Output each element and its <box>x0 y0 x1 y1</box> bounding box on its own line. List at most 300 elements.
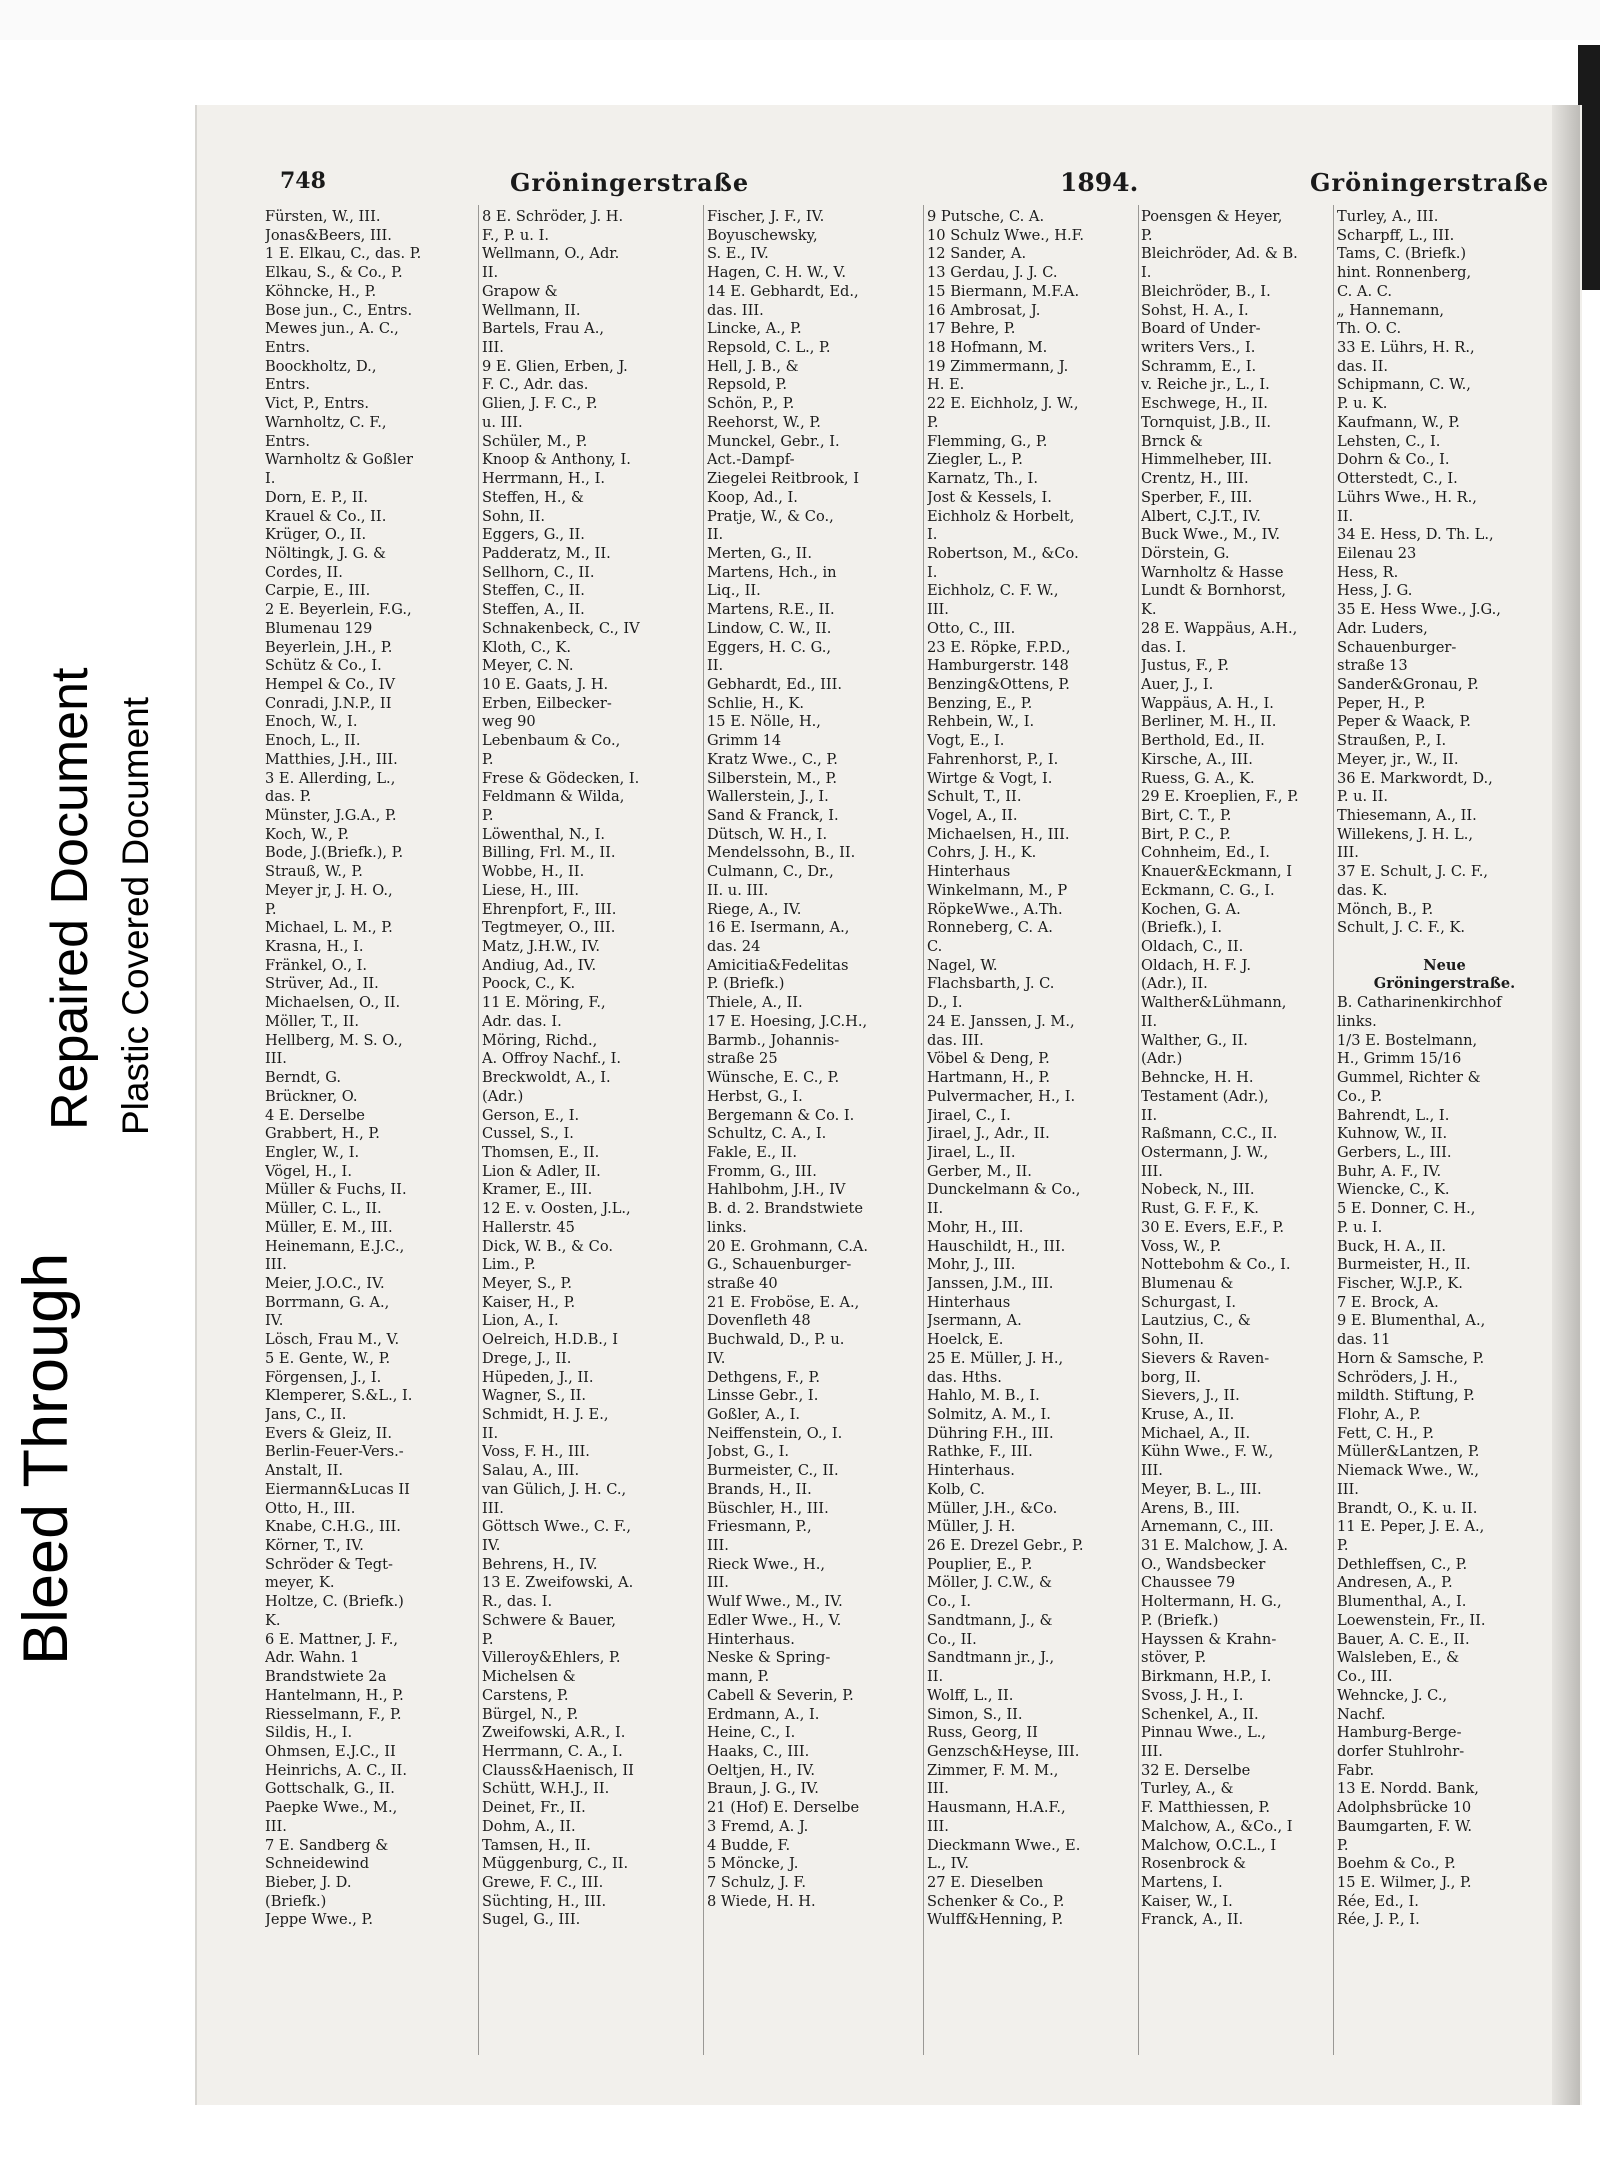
directory-entry-line: Munckel, Gebr., I. <box>707 432 840 450</box>
directory-entry-line: 14 E. Gebhardt, Ed., <box>707 282 859 300</box>
directory-entry-line: 13 E. Nordd. Bank, <box>1337 1780 1479 1798</box>
directory-entry-line: Andiug, Ad., IV. <box>482 956 597 974</box>
directory-entry-line: Blumenau & <box>1141 1274 1234 1292</box>
directory-entry-line: Lincke, A., P. <box>707 320 802 338</box>
directory-entry-line: Müller&Lantzen, P. <box>1337 1443 1480 1461</box>
directory-entry-line: 33 E. Lührs, H. R., <box>1337 339 1475 357</box>
directory-entry-line: Hoelck, E. <box>927 1331 1004 1349</box>
directory-entry-line: Bergemann & Co. I. <box>707 1106 855 1124</box>
directory-entry-line: Walther&Lühmann, <box>1141 994 1287 1012</box>
directory-entry-line: Münster, J.G.A., P. <box>265 807 397 824</box>
directory-entry-line: Hayssen & Krahn- <box>1141 1630 1277 1648</box>
directory-entry-line: Koch, W., P. <box>265 825 350 843</box>
directory-entry-line: Buchwald, D., P. u. <box>707 1331 845 1349</box>
directory-entry-line: Oeltjen, H., IV. <box>707 1761 816 1779</box>
directory-entry-line: Warnholtz & Hasse <box>1141 563 1284 581</box>
directory-entry-line: Borrmann, G. A., <box>265 1293 390 1311</box>
directory-entry-line: R., das. I. <box>482 1593 553 1611</box>
directory-entry-line: Boehm & Co., P. <box>1337 1855 1456 1873</box>
directory-entry-line: writers Vers., I. <box>1141 339 1256 357</box>
directory-entry-line: 3 Fremd, A. J. <box>707 1817 809 1835</box>
directory-entry-line: Lührs Wwe., H. R., <box>1337 488 1477 506</box>
directory-entry-line: 12 Sander, A. <box>927 245 1027 263</box>
directory-entry-line: Müller, J.H., &Co. <box>927 1499 1058 1517</box>
directory-entry-line: Baumgarten, F. W. <box>1337 1817 1473 1835</box>
directory-entry-line: Poensgen & Heyer, <box>1141 208 1283 225</box>
directory-entry-line: Kolb, C. <box>927 1480 985 1498</box>
directory-entry-line: Rée, J. P., I. <box>1337 1911 1420 1929</box>
directory-entry-line: Hahlbohm, J.H., IV <box>707 1181 846 1199</box>
directory-entry-line: Grewe, F. C., III. <box>482 1873 604 1891</box>
directory-entry-line: Schmidt, H. J. E., <box>482 1406 609 1423</box>
directory-entry-line: Müggenburg, C., II. <box>482 1855 629 1873</box>
directory-entry-line: Auer, J., I. <box>1141 675 1214 693</box>
directory-entry-line: Rust, G. F. F., K. <box>1141 1200 1259 1218</box>
directory-column-4 <box>927 208 1127 1930</box>
directory-entry-line: Barmb., Johannis- <box>707 1031 840 1049</box>
directory-entry-line: Rehbein, W., I. <box>927 713 1035 731</box>
label-bleed-through: Bleed Through <box>11 1252 81 1665</box>
directory-entry-line: Schipmann, C. W., <box>1337 376 1471 394</box>
directory-entry-line: Zweifowski, A.R., I. <box>482 1724 626 1742</box>
directory-entry-line: RöpkeWwe., A.Th. <box>927 900 1063 918</box>
directory-entry-line: Matz, J.H.W., IV. <box>482 938 600 956</box>
directory-entry-line: Deinet, Fr., II. <box>482 1799 586 1817</box>
directory-entry-line: Hinterhaus. <box>707 1630 795 1648</box>
directory-entry-line: Knauer&Eckmann, I <box>1141 863 1293 881</box>
directory-entry-line: Tegtmeyer, O., III. <box>482 919 616 937</box>
directory-entry-line: Hamburgerstr. 148 <box>927 657 1069 675</box>
directory-entry-line: H., Grimm 15/16 <box>1337 1050 1462 1068</box>
directory-entry-line: F. C., Adr. das. <box>482 376 589 394</box>
directory-entry-line: III. <box>265 1050 287 1068</box>
directory-entry-line: Poock, C., K. <box>482 975 576 993</box>
directory-entry-line: Tamsen, H., II. <box>482 1836 591 1854</box>
directory-entry-line: Koop, Ad., I. <box>707 488 798 506</box>
directory-entry-line: Fakle, E., II. <box>707 1143 797 1161</box>
directory-entry-line: Berthold, Ed., II. <box>1141 732 1265 750</box>
directory-entry-line: das. K. <box>1337 881 1388 899</box>
directory-entry-line: Cabell & Severin, P. <box>707 1686 854 1704</box>
directory-entry-line: 5 E. Donner, C. H., <box>1337 1200 1476 1218</box>
directory-entry-line: Gummel, Richter & <box>1337 1069 1481 1087</box>
directory-entry-line: S. E., IV. <box>707 245 769 263</box>
directory-entry-line: K. <box>265 1611 281 1629</box>
directory-entry-line: Padderatz, M., II. <box>482 544 611 562</box>
directory-entry-line: Bartels, Frau A., <box>482 320 604 338</box>
directory-entry-line: Liese, H., III. <box>482 881 579 899</box>
directory-entry-line: Wiencke, C., K. <box>1337 1181 1450 1199</box>
directory-entry-line: Dick, W. B., & Co. <box>482 1237 613 1255</box>
directory-entry-line: P. <box>482 1630 494 1648</box>
directory-entry-line: Schenkel, A., II. <box>1141 1705 1259 1723</box>
directory-entry-line: Michael, A., II. <box>1141 1424 1251 1442</box>
directory-entry-line: Jonas&Beers, III. <box>265 226 392 244</box>
directory-entry-line: Sievers & Raven- <box>1141 1349 1270 1367</box>
directory-entry-line: Janssen, J.M., III. <box>927 1274 1054 1292</box>
directory-entry-line: Dieckmann Wwe., E. <box>927 1836 1081 1854</box>
directory-entry-line: Klemperer, S.&L., I. <box>265 1387 413 1405</box>
directory-entry-line: Simon, S., II. <box>927 1705 1023 1723</box>
directory-entry-line: Thomsen, E., II. <box>482 1143 600 1161</box>
directory-entry-line: 2 E. Beyerlein, F.G., <box>265 601 412 619</box>
directory-entry-line: Eggers, G., II. <box>482 526 585 544</box>
directory-entry-line: Haaks, C., III. <box>707 1742 810 1760</box>
column-rule <box>703 205 704 2055</box>
directory-entry-line: III. <box>1141 1742 1163 1760</box>
directory-entry-line: Steffen, H., & <box>482 488 584 506</box>
directory-entry-line: Boyuschewsky, <box>707 226 818 244</box>
directory-entry-line: Otto, H., III. <box>265 1499 356 1517</box>
directory-entry-line: Sellhorn, C., II. <box>482 563 595 581</box>
directory-entry-line: Testament (Adr.), <box>1141 1087 1269 1105</box>
directory-entry-line: Behncke, H. H. <box>1141 1069 1254 1087</box>
directory-entry-line: Rosenbrock & <box>1141 1855 1247 1873</box>
directory-entry-line: Jans, C., II. <box>265 1406 347 1423</box>
directory-entry-line: Neske & Spring- <box>707 1649 831 1667</box>
directory-entry-line: (Briefk.) <box>265 1892 327 1910</box>
directory-entry-line: P. <box>265 900 277 918</box>
directory-entry-line: Turley, A., & <box>1141 1780 1234 1798</box>
directory-entry-line: Enoch, L., II. <box>265 732 361 750</box>
directory-entry-line: Rée, Ed., I. <box>1337 1892 1419 1910</box>
directory-entry-line: Merten, G., II. <box>707 544 812 562</box>
directory-entry-line: Raßmann, C.C., II. <box>1141 1125 1278 1143</box>
directory-entry-line: Genzsch&Heyse, III. <box>927 1742 1080 1760</box>
directory-entry-line: L., IV. <box>927 1855 969 1873</box>
directory-entry-line: P. <box>927 413 939 431</box>
directory-entry-line: Erben, Eilbecker- <box>482 694 612 712</box>
directory-entry-line: das. III. <box>927 1031 984 1049</box>
directory-entry-line: Dethleffsen, C., P. <box>1337 1555 1468 1573</box>
directory-entry-line: Bode, J.(Briefk.), P. <box>265 844 404 862</box>
directory-entry-line: 34 E. Hess, D. Th. L., <box>1337 526 1494 544</box>
directory-entry-line: Meyer, S., P. <box>482 1274 573 1292</box>
directory-entry-line: Krüger, O., II. <box>265 526 367 544</box>
directory-entry-line: v. Reiche jr., L., I. <box>1141 376 1270 394</box>
directory-entry-line: Frese & Gödecken, I. <box>482 769 640 787</box>
directory-entry-line: Winkelmann, M., P <box>927 881 1068 899</box>
directory-entry-line: Wagner, S., II. <box>482 1387 587 1405</box>
directory-entry-line: Heine, C., I. <box>707 1724 796 1742</box>
directory-entry-line: borg, II. <box>1141 1368 1201 1386</box>
directory-entry-line: Sandtmann jr., J., <box>927 1649 1055 1667</box>
directory-entry-line: Pinnau Wwe., L., <box>1141 1724 1267 1742</box>
directory-entry-line: 9 E. Blumenthal, A., <box>1337 1312 1486 1330</box>
directory-entry-line: III. <box>707 1574 729 1592</box>
directory-entry-line: II. <box>927 1668 944 1686</box>
directory-entry-line: Kaiser, H., P. <box>482 1293 576 1311</box>
directory-entry-line: I. <box>265 470 276 488</box>
directory-entry-line: Vögel, H., I. <box>265 1162 352 1180</box>
directory-entry-line: Fischer, W.J.P., K. <box>1337 1274 1463 1292</box>
directory-entry-line: Vict, P., Entrs. <box>265 395 370 413</box>
directory-entry-line: Birt, C. T., P. <box>1141 807 1232 824</box>
directory-entry-line: Knoop & Anthony, I. <box>482 451 631 469</box>
directory-entry-line: Hamburg-Berge- <box>1337 1724 1462 1742</box>
directory-entry-line: Hellberg, M. S. O., <box>265 1031 403 1049</box>
directory-entry-line: Drege, J., II. <box>482 1349 572 1367</box>
directory-entry-line: Crentz, H., III. <box>1141 470 1249 488</box>
directory-entry-line: straße 25 <box>707 1050 778 1068</box>
directory-entry-line: Peper, H., P. <box>1337 694 1426 712</box>
directory-entry-line: Tornquist, J.B., II. <box>1141 413 1271 431</box>
directory-entry-line: Adr. das. I. <box>482 1012 562 1030</box>
directory-entry-line: Eilenau 23 <box>1337 544 1417 562</box>
directory-entry-line: Wellmann, O., Adr. <box>482 245 620 263</box>
directory-entry-line: Knabe, C.H.G., III. <box>265 1518 401 1536</box>
directory-entry-line: Schröder & Tegt- <box>265 1555 393 1573</box>
directory-entry-line: Hagen, C. H. W., V. <box>707 264 847 282</box>
directory-entry-line: Kuhnow, W., II. <box>1337 1125 1448 1143</box>
directory-entry-line: Russ, Georg, II <box>927 1724 1038 1742</box>
directory-entry-line: Oldach, H. F. J. <box>1141 956 1252 974</box>
directory-entry-line: Vöbel & Deng, P. <box>927 1050 1050 1068</box>
directory-entry-line: Justus, F., P. <box>1141 657 1230 675</box>
directory-entry-line: Meyer, jr., W., II. <box>1337 750 1459 768</box>
directory-entry-line: Paepke Wwe., M., <box>265 1799 398 1817</box>
directory-entry-line: (Adr.) <box>1141 1050 1183 1068</box>
directory-entry-line: Birkmann, H.P., I. <box>1141 1668 1272 1686</box>
directory-entry-line: Wulff&Henning, P. <box>927 1911 1064 1929</box>
directory-entry-line: Burmeister, C., II. <box>707 1462 839 1480</box>
directory-entry-line: Bleichröder, B., I. <box>1141 282 1271 300</box>
directory-entry-line: Steffen, A., II. <box>482 601 585 619</box>
directory-entry-line: Engler, W., I. <box>265 1143 360 1161</box>
directory-column-6 <box>1337 208 1552 1930</box>
directory-entry-line: Sohn, II. <box>482 507 546 525</box>
directory-entry-line: Hinterhaus <box>927 863 1011 881</box>
directory-entry-line: das. 24 <box>707 938 761 956</box>
directory-entry-line: P. u. K. <box>1337 395 1388 413</box>
directory-entry-line: 16 Ambrosat, J. <box>927 301 1041 319</box>
page-gutter-shadow <box>1552 105 1580 2105</box>
directory-entry-line: Hell, J. B., & <box>707 357 799 375</box>
directory-entry-line: 9 Putsche, C. A. <box>927 208 1045 225</box>
directory-entry-line: II. <box>482 1424 499 1442</box>
directory-entry-line: II. <box>482 264 499 282</box>
directory-entry-line: 19 Zimmermann, J. <box>927 357 1069 375</box>
directory-entry-line: III. <box>265 1817 287 1835</box>
directory-entry-line: Vogel, A., II. <box>927 807 1018 824</box>
directory-entry-line: Dohrn & Co., I. <box>1337 451 1450 469</box>
directory-entry-line: Albert, C.J.T., IV. <box>1141 507 1261 525</box>
directory-entry-line: Eichholz, C. F. W., <box>927 582 1059 600</box>
directory-entry-line: 5 Möncke, J. <box>707 1855 799 1873</box>
directory-entry-line: Co., III. <box>1337 1668 1393 1686</box>
directory-entry-line: Cussel, S., I. <box>482 1125 574 1143</box>
directory-entry-line: Süchting, H., III. <box>482 1892 607 1910</box>
directory-entry-line: Jobst, G., I. <box>707 1443 790 1461</box>
directory-entry-line: Berndt, G. <box>265 1069 341 1087</box>
directory-entry-line: Behrens, H., IV. <box>482 1555 598 1573</box>
directory-entry-line: Strauß, W., P. <box>265 863 363 881</box>
directory-entry-line: Riege, A., IV. <box>707 900 802 918</box>
directory-entry-line: meyer, K. <box>265 1574 335 1592</box>
directory-entry-line: Sildis, H., I. <box>265 1724 353 1742</box>
directory-entry-line: 17 Behre, P. <box>927 320 1016 338</box>
directory-entry-line: Herbst, G., I. <box>707 1087 803 1105</box>
right-street-heading: Gröningerstraße <box>1310 168 1550 197</box>
directory-entry-line: III. <box>927 601 949 619</box>
directory-entry-line: Holtze, C. (Briefk.) <box>265 1593 404 1611</box>
directory-entry-line: Wallerstein, J., I. <box>707 788 829 806</box>
directory-entry-line: B. d. 2. Brandstwiete <box>707 1200 863 1218</box>
directory-entry-line: Willekens, J. H. L., <box>1337 825 1473 843</box>
directory-entry-line: Sandtmann, J., & <box>927 1611 1053 1629</box>
directory-entry-line: Nöltingk, J. G. & <box>265 544 387 562</box>
page-header <box>205 168 1550 204</box>
directory-entry-line: Eschwege, H., II. <box>1141 395 1268 413</box>
directory-entry-line: I. <box>927 526 938 544</box>
directory-entry-line: Fischer, J. F., IV. <box>707 208 825 225</box>
directory-entry-line: 25 E. Müller, J. H., <box>927 1349 1064 1367</box>
directory-entry-line: Schröders, J. H., <box>1337 1368 1459 1386</box>
directory-entry-line: Bauer, A. C. E., II. <box>1337 1630 1470 1648</box>
directory-entry-line: Schwere & Bauer, <box>482 1611 617 1629</box>
directory-entry-line: mildth. Stiftung, P. <box>1337 1387 1475 1405</box>
directory-entry-line: Dovenfleth 48 <box>707 1312 811 1330</box>
directory-entry-line: mann, P. <box>707 1668 770 1686</box>
directory-entry-line: Anstalt, II. <box>265 1462 343 1480</box>
directory-entry-line: Schüler, M., P. <box>482 432 588 450</box>
directory-entry-line: Sievers, J., II. <box>1141 1387 1240 1405</box>
directory-entry-line: Schütz & Co., I. <box>265 657 382 675</box>
directory-entry-line: Co., P. <box>1337 1087 1383 1105</box>
directory-entry-line: Edler Wwe., H., V. <box>707 1611 842 1629</box>
directory-entry-line: Martens, Hch., in <box>707 563 837 581</box>
directory-entry-line: Ruess, G. A., K. <box>1141 769 1255 787</box>
directory-entry-line: Cohnheim, Ed., I. <box>1141 844 1270 862</box>
directory-entry-line: 31 E. Malchow, J. A. <box>1141 1537 1289 1555</box>
directory-entry-line: 27 E. Dieselben <box>927 1873 1044 1891</box>
directory-entry-line: Entrs. <box>265 432 311 450</box>
directory-entry-line: Ostermann, J. W., <box>1141 1143 1269 1161</box>
directory-entry-line: Sander&Gronau, P. <box>1337 675 1479 693</box>
directory-entry-line: Heinemann, E.J.C., <box>265 1237 405 1255</box>
directory-entry-line: Löwenthal, N., I. <box>482 825 606 843</box>
directory-entry-line: P. u. I. <box>1337 1218 1383 1236</box>
directory-entry-line: Fromm, G., III. <box>707 1162 817 1180</box>
directory-entry-line: Mendelssohn, B., II. <box>707 844 856 862</box>
directory-entry-line: Adr. Luders, <box>1337 619 1428 637</box>
directory-entry-line: Niemack Wwe., W., <box>1337 1462 1480 1480</box>
directory-entry-line: III. <box>265 1256 287 1274</box>
directory-entry-line: Bleichröder, Ad. & B. <box>1141 245 1298 263</box>
directory-entry-line: Kühn Wwe., F. W., <box>1141 1443 1274 1461</box>
directory-entry-line: Flohr, A., P. <box>1337 1406 1421 1423</box>
directory-entry-line: Sohn, II. <box>1141 1331 1205 1349</box>
directory-entry-line: Schnakenbeck, C., IV <box>482 619 640 637</box>
directory-entry-line: Fürsten, W., III. <box>265 208 381 225</box>
directory-entry-line: Gröningerstraße. <box>1373 975 1516 993</box>
directory-entry-line: II. <box>1141 1012 1158 1030</box>
directory-entry-line: Glien, J. F. C., P. <box>482 395 598 413</box>
directory-entry-line: Gerbers, L., III. <box>1337 1143 1452 1161</box>
directory-entry-line: Jsermann, A. <box>927 1312 1022 1330</box>
directory-entry-line: Repsold, C. L., P. <box>707 339 831 357</box>
directory-entry-line: 4 Budde, F. <box>707 1836 791 1854</box>
directory-entry-line: Villeroy&Ehlers, P. <box>482 1649 621 1667</box>
directory-entry-line: Silberstein, M., P. <box>707 769 837 787</box>
directory-entry-line: Kratz Wwe., C., P. <box>707 750 838 768</box>
directory-entry-line: Wehncke, J. C., <box>1337 1686 1448 1704</box>
directory-entry-line: III. <box>707 1537 729 1555</box>
directory-entry-line: 10 E. Gaats, J. H. <box>482 675 609 693</box>
directory-entry-line: Möller, J. C.W., & <box>927 1574 1052 1592</box>
directory-entry-line: Lebenbaum & Co., <box>482 732 621 750</box>
directory-entry-line: Sperber, F., III. <box>1141 488 1253 506</box>
page-number: 748 <box>280 168 326 194</box>
left-street-heading: Gröningerstraße <box>510 168 750 197</box>
directory-entry-line: 15 E. Nölle, H., <box>707 713 821 731</box>
directory-entry-line: Co., II. <box>927 1630 977 1648</box>
directory-entry-line: Peper & Waack, P. <box>1337 713 1471 731</box>
directory-entry-line: Brückner, O. <box>265 1087 358 1105</box>
directory-entry-line: Herrmann, C. A., I. <box>482 1742 623 1760</box>
directory-entry-line: 36 E. Markwordt, D., <box>1337 769 1493 787</box>
directory-entry-line: III. <box>1337 844 1359 862</box>
column-rule <box>923 205 924 2055</box>
directory-entry-line: 11 E. Peper, J. E. A., <box>1337 1518 1485 1536</box>
directory-entry-line: C. <box>927 938 943 956</box>
directory-entry-line: A. Offroy Nachf., I. <box>482 1050 622 1068</box>
directory-entry-line: D., I. <box>927 994 963 1012</box>
directory-entry-line: Franck, A., II. <box>1141 1911 1244 1929</box>
directory-entry-line: Mönch, B., P. <box>1337 900 1434 918</box>
column-rule <box>478 205 479 2055</box>
directory-entry-line: Billing, Frl. M., II. <box>482 844 616 862</box>
directory-entry-line: Sand & Franck, I. <box>707 807 839 824</box>
directory-entry-line: Wobbe, H., II. <box>482 863 585 881</box>
directory-entry-line: Entrs. <box>265 339 311 357</box>
directory-entry-line: Wirtge & Vogt, I. <box>927 769 1053 787</box>
directory-entry-line: straße 40 <box>707 1274 778 1292</box>
directory-entry-line: Lösch, Frau M., V. <box>265 1331 400 1349</box>
directory-entry-line: Adr. Wahn. 1 <box>265 1649 360 1667</box>
directory-entry-line: Schenker & Co., P. <box>927 1892 1065 1910</box>
directory-entry-line: Riesselmann, F., P. <box>265 1705 402 1723</box>
directory-entry-line: Mewes jun., A. C., <box>265 320 399 338</box>
directory-entry-line: Meyer, C. N. <box>482 657 574 675</box>
directory-entry-line: Heinrichs, A. C., II. <box>265 1761 407 1779</box>
directory-entry-line: Lindow, C. W., II. <box>707 619 832 637</box>
directory-entry-line: Malchow, A., &Co., I <box>1141 1817 1293 1835</box>
directory-entry-line: 1 E. Elkau, C., das. P. <box>265 245 422 263</box>
directory-entry-line: Rathke, F., III. <box>927 1443 1033 1461</box>
directory-entry-line: 7 E. Brock, A. <box>1337 1293 1439 1311</box>
directory-entry-line: Enoch, W., I. <box>265 713 358 731</box>
directory-entry-line: Ziegler, L., P. <box>927 451 1023 469</box>
directory-entry-line: Nachf. <box>1337 1705 1386 1723</box>
directory-entry-line: Hantelmann, H., P. <box>265 1686 404 1704</box>
directory-entry-line: Lim., P. <box>482 1256 536 1274</box>
directory-entry-line: Kaufmann, W., P. <box>1337 413 1460 431</box>
directory-entry-line <box>1337 938 1552 957</box>
directory-entry-line: Kochen, G. A. <box>1141 900 1241 918</box>
directory-entry-line: Benzing&Ottens, P. <box>927 675 1070 693</box>
directory-entry-line: Ziegelei Reitbrook, I <box>707 470 859 488</box>
directory-entry-line: Schlie, H., K. <box>707 694 805 712</box>
directory-entry-line: IV. <box>265 1312 284 1330</box>
directory-entry-line: P. <box>1337 1537 1349 1555</box>
directory-entry-line: Mohr, H., III. <box>927 1218 1024 1236</box>
directory-entry-line: G., Schauenburger- <box>707 1256 852 1274</box>
directory-entry-line: links. <box>1337 1012 1377 1030</box>
directory-entry-line: III. <box>482 339 504 357</box>
directory-entry-line: 15 Biermann, M.F.A. <box>927 282 1080 300</box>
directory-entry-line: Hauschildt, H., III. <box>927 1237 1066 1255</box>
